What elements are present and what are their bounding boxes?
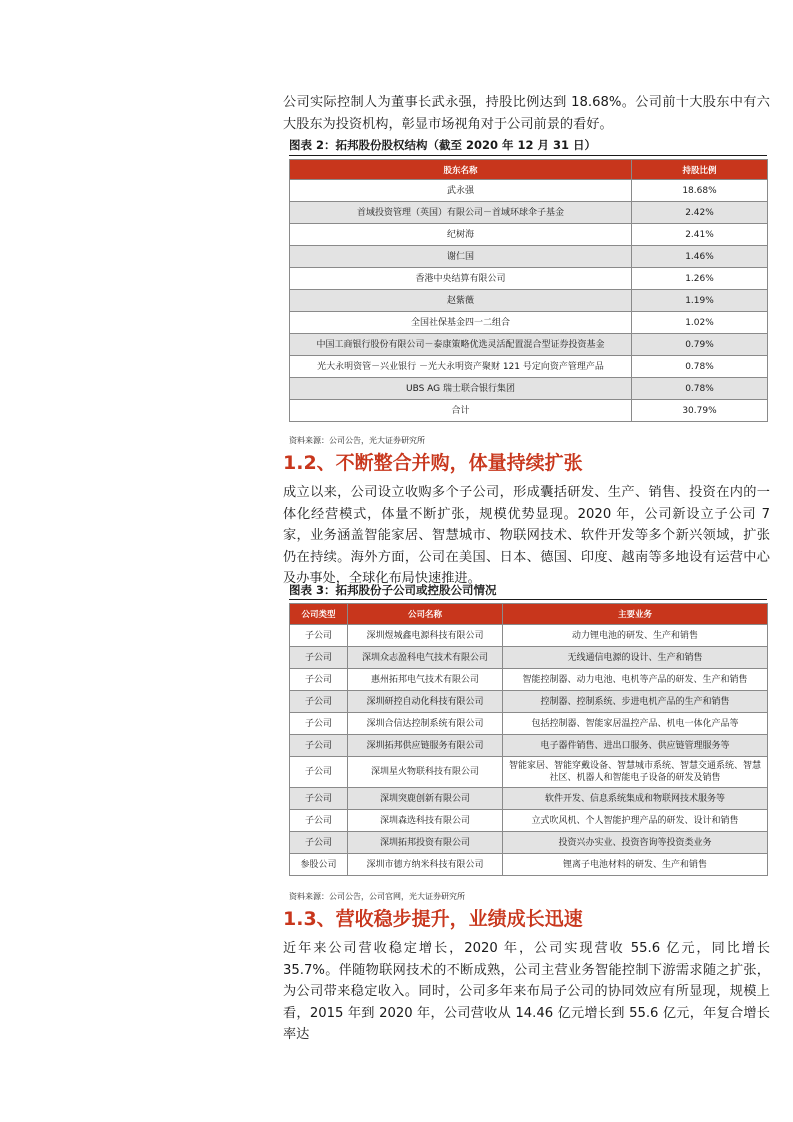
table-row xyxy=(290,334,768,356)
header-shareholder-name: 股东名称 xyxy=(290,160,632,180)
main-business: 电子器件销售、进出口服务、供应链管理服务等 xyxy=(503,735,768,757)
shareholder-name: UBS AG 瑞士联合银行集团 xyxy=(290,378,632,400)
intro-paragraph: 公司实际控制人为董事长武永强，持股比例达到 18.68%。公司前十大股东中有六大股东为投资机构，彰显市场视角对于公司前景的看好。 xyxy=(283,95,770,132)
table-row xyxy=(290,268,768,290)
company-name: 深圳众志盈科电气技术有限公司 xyxy=(348,647,503,669)
table-row xyxy=(290,713,768,735)
table-row xyxy=(290,810,768,832)
table-row xyxy=(290,356,768,378)
share-ratio: 0.78% xyxy=(632,356,768,378)
shareholder-name: 光大永明资管－兴业银行 －光大永明资产聚财 121 号定向资产管理产品 xyxy=(290,356,632,378)
figure-2-source: 资料来源：公司公告，光大证券研究所 xyxy=(289,436,425,445)
figure-2-title: 图表 2：拓邦股份股权结构（截至 2020 年 12 月 31 日） xyxy=(289,138,597,152)
company-type: 子公司 xyxy=(290,647,348,669)
total-label: 合计 xyxy=(290,400,632,422)
company-type: 参股公司 xyxy=(290,854,348,876)
company-name: 深圳拓邦供应链服务有限公司 xyxy=(348,735,503,757)
main-business: 投资兴办实业、投资咨询等投资类业务 xyxy=(503,832,768,854)
company-name: 深圳森选科技有限公司 xyxy=(348,810,503,832)
total-ratio: 30.79% xyxy=(632,400,768,422)
table-total-row xyxy=(290,400,768,422)
section-1-3-paragraph: 近年来公司营收稳定增长，2020 年，公司实现营收 55.6 亿元，同比增长 35.7%。伴随物联网技术的不断成熟，公司主营业务智能控制下游需求随之扩张，为公司带来稳定收入。同时，公司多年来布局子公司的协同效应有所显现，规模上看，2015 年到 2020 年，公司营收从 14.46 亿元增长到 55.6 亿元，年复合增长率达 xyxy=(283,941,770,1042)
main-business: 软件开发、信息系统集成和物联网技术服务等 xyxy=(503,788,768,810)
company-type: 子公司 xyxy=(290,832,348,854)
share-ratio: 1.02% xyxy=(632,312,768,334)
share-ratio: 2.42% xyxy=(632,202,768,224)
share-ratio: 1.46% xyxy=(632,246,768,268)
company-name: 深圳煜城鑫电源科技有限公司 xyxy=(348,625,503,647)
table-row xyxy=(290,202,768,224)
table-row xyxy=(290,246,768,268)
section-1-3-heading: 1.3、营收稳步提升，业绩成长迅速 xyxy=(283,908,583,930)
company-name: 深圳拓邦投资有限公司 xyxy=(348,832,503,854)
header-main-business: 主要业务 xyxy=(503,604,768,625)
share-ratio: 0.79% xyxy=(632,334,768,356)
table-row xyxy=(290,735,768,757)
main-business: 立式吹风机、个人智能护理产品的研发、设计和销售 xyxy=(503,810,768,832)
shareholder-name: 纪树海 xyxy=(290,224,632,246)
company-type: 子公司 xyxy=(290,713,348,735)
table-row xyxy=(290,290,768,312)
main-business: 锂离子电池材料的研发、生产和销售 xyxy=(503,854,768,876)
section-1-2-paragraph: 成立以来，公司设立收购多个子公司，形成囊括研发、生产、销售、投资在内的一体化经营模式，体量不断扩张，规模优势显现。2020 年，公司新设立子公司 7 家，业务涵盖智能家居、智慧城市、物联网技术、软件开发等多个新兴领域，扩张仍在持续。海外方面，公司在美国、日本、德国、印度、越南等多地设有运营中心及办事处，全球化布局快速推进。 xyxy=(283,485,770,586)
table-header-row xyxy=(290,604,768,625)
company-type: 子公司 xyxy=(290,757,348,788)
company-type: 子公司 xyxy=(290,691,348,713)
table-row xyxy=(290,757,768,788)
table-row xyxy=(290,669,768,691)
share-ratio: 0.78% xyxy=(632,378,768,400)
figure-3-title: 图表 3：拓邦股份子公司或控股公司情况 xyxy=(289,583,497,597)
company-type: 子公司 xyxy=(290,810,348,832)
table-row xyxy=(290,832,768,854)
share-ratio: 18.68% xyxy=(632,180,768,202)
company-type: 子公司 xyxy=(290,788,348,810)
shareholder-table xyxy=(289,159,768,422)
section-1-2-heading: 1.2、不断整合并购，体量持续扩张 xyxy=(283,452,583,474)
main-business: 包括控制器、智能家居温控产品、机电一体化产品等 xyxy=(503,713,768,735)
company-name: 深圳研控自动化科技有限公司 xyxy=(348,691,503,713)
table-row xyxy=(290,224,768,246)
company-name: 深圳市德方纳米科技有限公司 xyxy=(348,854,503,876)
shareholder-name: 首域投资管理（英国）有限公司－首域环球伞子基金 xyxy=(290,202,632,224)
table-header-row xyxy=(290,160,768,180)
table-row xyxy=(290,691,768,713)
company-type: 子公司 xyxy=(290,669,348,691)
table-row xyxy=(290,788,768,810)
shareholder-name: 谢仁国 xyxy=(290,246,632,268)
figure-3-rule xyxy=(289,599,767,600)
subsidiary-table xyxy=(289,603,768,876)
share-ratio: 1.26% xyxy=(632,268,768,290)
table-row xyxy=(290,180,768,202)
shareholder-name: 赵紫薇 xyxy=(290,290,632,312)
company-name: 深圳合信达控制系统有限公司 xyxy=(348,713,503,735)
company-type: 子公司 xyxy=(290,625,348,647)
main-business: 智能控制器、动力电池、电机等产品的研发、生产和销售 xyxy=(503,669,768,691)
figure-2-rule xyxy=(289,155,767,156)
company-type: 子公司 xyxy=(290,735,348,757)
table-row xyxy=(290,378,768,400)
table-row xyxy=(290,625,768,647)
share-ratio: 2.41% xyxy=(632,224,768,246)
company-name: 深圳突鹿创新有限公司 xyxy=(348,788,503,810)
header-share-ratio: 持股比例 xyxy=(632,160,768,180)
company-name: 惠州拓邦电气技术有限公司 xyxy=(348,669,503,691)
main-business: 动力锂电池的研发、生产和销售 xyxy=(503,625,768,647)
table-row xyxy=(290,854,768,876)
table-row xyxy=(290,312,768,334)
main-business: 无线通信电源的设计、生产和销售 xyxy=(503,647,768,669)
header-company-name: 公司名称 xyxy=(348,604,503,625)
main-business: 智能家居、智能穿戴设备、智慧城市系统、智慧交通系统、智慧社区、机器人和智能电子设备的研发及销售 xyxy=(503,757,768,788)
shareholder-name: 中国工商银行股份有限公司－泰康策略优选灵活配置混合型证券投资基金 xyxy=(290,334,632,356)
company-name: 深圳星火物联科技有限公司 xyxy=(348,757,503,788)
shareholder-name: 武永强 xyxy=(290,180,632,202)
figure-3-source: 资料来源：公司公告，公司官网，光大证券研究所 xyxy=(289,892,465,901)
header-company-type: 公司类型 xyxy=(290,604,348,625)
shareholder-name: 全国社保基金四一二组合 xyxy=(290,312,632,334)
shareholder-name: 香港中央结算有限公司 xyxy=(290,268,632,290)
table-row xyxy=(290,647,768,669)
main-business: 控制器、控制系统、步进电机产品的生产和销售 xyxy=(503,691,768,713)
share-ratio: 1.19% xyxy=(632,290,768,312)
